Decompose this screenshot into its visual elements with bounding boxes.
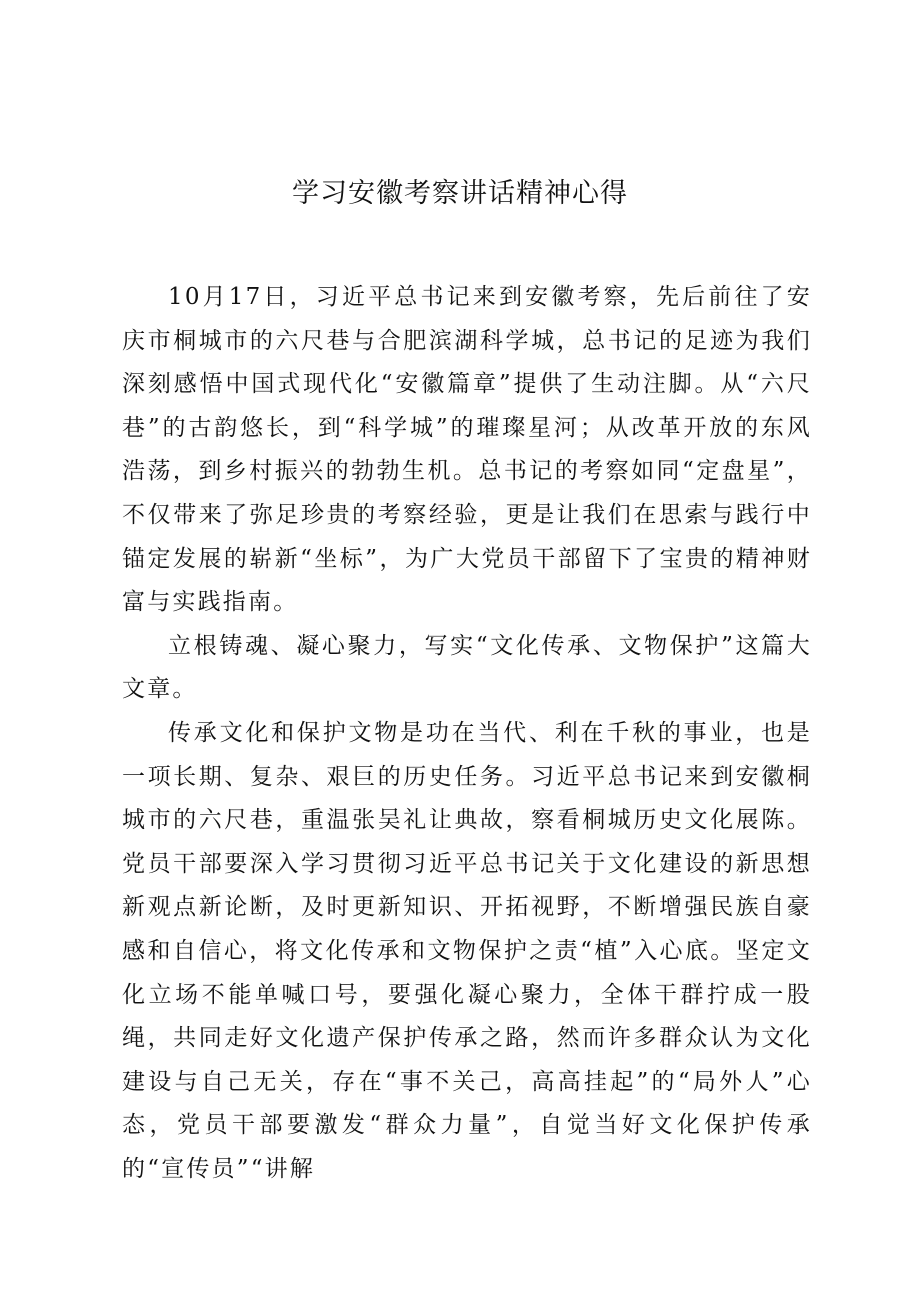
paragraph-culture: 传承文化和保护文物是功在当代、利在千秋的事业，也是一项长期、复杂、艰巨的历史任务。习近平总书记来到安徽桐城市的六尺巷，重温张吴礼让典故，察看桐城历史文化展陈。党员干部要深入学习贯彻习近平总书记关于文化建设的新思想新观点新论断，及时更新知识、开拓视野，不断增强民族自豪感和自信心，将文化传承和文物保护之责“植”入心底。坚定文化立场不能单喊口号，要强化凝心聚力，全体干群拧成一股绳，共同走好文化遗产保护传承之路，然而许多群众认为文化建设与自己无关，存在“事不关己，高高挂起”的“局外人”心态，党员干部要激发“群众力量”，自觉当好文化保护传承的“宣传员”“讲解 [122,719,812,1182]
document-body [122,276,812,1191]
document-title: 学习安徽考察讲话精神心得 [292,178,628,209]
paragraph-intro: 10月17日，习近平总书记来到安徽考察，先后前往了安庆市桐城市的六尺巷与合肥滨湖科学城，总书记的足迹为我们深刻感悟中国式现代化“安徽篇章”提供了生动注脚。从“六尺巷”的古韵悠长，到“科学城”的璀璨星河；从改革开放的东风浩荡，到乡村振兴的勃勃生机。总书记的考察如同“定盘星”，不仅带来了弥足珍贵的考察经验，更是让我们在思索与践行中锚定发展的崭新“坐标”，为广大党员干部留下了宝贵的精神财富与实践指南。 [122,284,812,616]
paragraph-heading: 立根铸魂、凝心聚力，写实“文化传承、文物保护”这篇大文章。 [122,632,812,703]
